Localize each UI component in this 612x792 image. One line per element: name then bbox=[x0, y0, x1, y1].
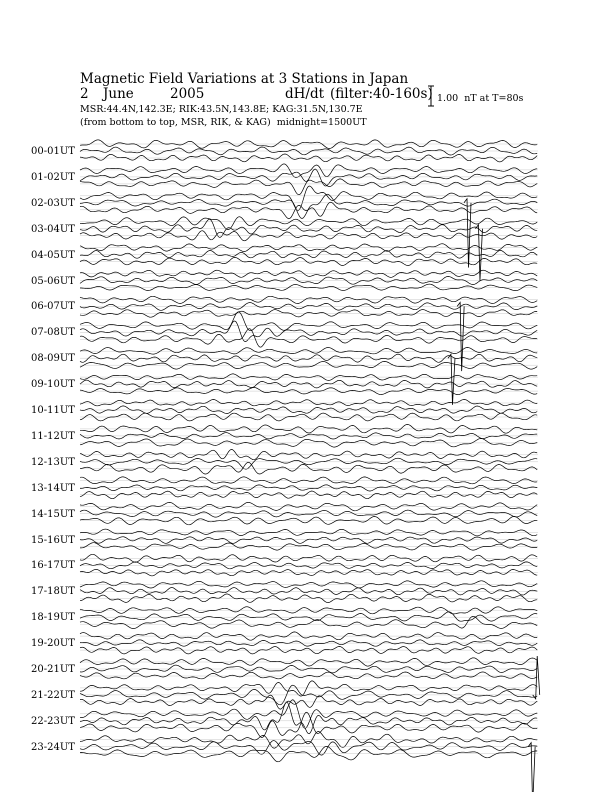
spike-5 bbox=[528, 743, 535, 792]
hour-label-4: 04-05UT bbox=[31, 249, 75, 261]
trace-21-kag bbox=[80, 681, 537, 696]
trace-23-msr bbox=[80, 746, 537, 762]
trace-10-rik bbox=[80, 406, 537, 414]
hour-label-8: 08-09UT bbox=[31, 353, 75, 365]
trace-21-msr bbox=[80, 695, 537, 709]
hour-label-5: 05-06UT bbox=[31, 275, 75, 287]
trace-15-rik bbox=[80, 537, 537, 544]
trace-12-kag bbox=[80, 449, 537, 459]
hour-label-21: 21-22UT bbox=[31, 689, 75, 701]
filter-label: (filter:40-160s) bbox=[330, 86, 433, 102]
hour-label-17: 17-18UT bbox=[31, 586, 75, 598]
date-month: June bbox=[103, 86, 134, 102]
trace-7-msr bbox=[80, 329, 537, 348]
hour-label-3: 03-04UT bbox=[31, 223, 75, 235]
hour-label-15: 15-16UT bbox=[31, 534, 75, 546]
hour-label-6: 06-07UT bbox=[31, 301, 75, 313]
trace-12-msr bbox=[80, 462, 537, 474]
station-coordinates: MSR:44.4N,142.3E; RIK:43.5N,143.8E; KAG:31.5N,130.7E bbox=[80, 104, 363, 115]
quantity-label: dH/dt bbox=[285, 86, 325, 102]
hour-label-18: 18-19UT bbox=[31, 612, 75, 624]
spike-3 bbox=[448, 354, 455, 405]
order-note: (from bottom to top, MSR, RIK, & KAG) bbox=[80, 117, 271, 128]
trace-5-kag bbox=[80, 270, 537, 277]
hour-label-23: 23-24UT bbox=[31, 741, 75, 753]
trace-1-kag bbox=[80, 164, 537, 178]
hour-label-19: 19-20UT bbox=[31, 638, 75, 650]
scale-label: 1.00 nT at T=80s bbox=[437, 93, 524, 104]
trace-16-msr bbox=[80, 569, 537, 576]
hour-label-14: 14-15UT bbox=[31, 508, 75, 520]
hour-label-22: 22-23UT bbox=[31, 715, 75, 727]
trace-10-kag bbox=[80, 400, 537, 406]
hour-label-11: 11-12UT bbox=[31, 430, 75, 442]
hour-label-1: 01-02UT bbox=[31, 171, 75, 183]
date-year: 2005 bbox=[170, 86, 205, 102]
hour-label-9: 09-10UT bbox=[31, 379, 75, 391]
trace-6-kag bbox=[80, 296, 537, 303]
hour-label-13: 13-14UT bbox=[31, 482, 75, 494]
hour-label-2: 02-03UT bbox=[31, 197, 75, 209]
hour-label-7: 07-08UT bbox=[31, 327, 75, 339]
spike-4 bbox=[533, 656, 540, 699]
hour-label-12: 12-13UT bbox=[31, 456, 75, 468]
midnight-note: midnight=1500UT bbox=[276, 117, 367, 128]
trace-18-msr bbox=[80, 616, 537, 628]
hour-label-10: 10-11UT bbox=[31, 405, 75, 416]
hour-label-16: 16-17UT bbox=[31, 560, 75, 572]
hour-label-20: 20-21UT bbox=[31, 664, 75, 675]
hour-label-0: 00-01UT bbox=[31, 146, 75, 157]
chart-title: Magnetic Field Variations at 3 Stations in Japan bbox=[80, 71, 409, 87]
trace-7-kag bbox=[80, 312, 537, 331]
date-day: 2 bbox=[80, 86, 89, 102]
trace-13-kag bbox=[80, 477, 537, 484]
trace-8-kag bbox=[80, 348, 537, 355]
trace-2-msr bbox=[80, 202, 537, 219]
trace-20-msr bbox=[80, 672, 537, 679]
